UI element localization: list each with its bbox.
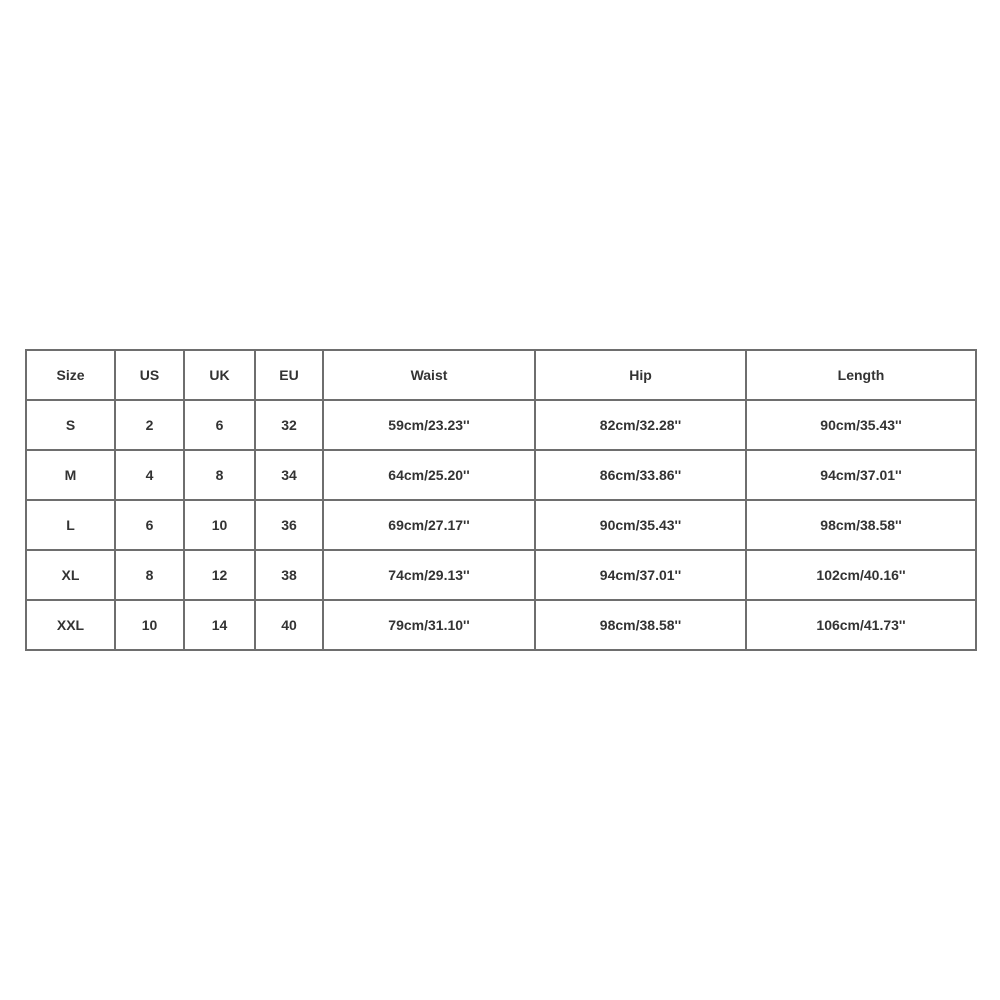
cell-uk: 8: [184, 450, 255, 500]
cell-size: L: [26, 500, 115, 550]
header-hip: Hip: [535, 350, 746, 400]
cell-length: 98cm/38.58'': [746, 500, 976, 550]
cell-hip: 98cm/38.58'': [535, 600, 746, 650]
cell-us: 4: [115, 450, 184, 500]
cell-uk: 6: [184, 400, 255, 450]
cell-waist: 79cm/31.10'': [323, 600, 535, 650]
table-row: [26, 600, 976, 650]
cell-size: XL: [26, 550, 115, 600]
cell-eu: 34: [255, 450, 323, 500]
table-row: [26, 450, 976, 500]
cell-size: S: [26, 400, 115, 450]
cell-waist: 74cm/29.13'': [323, 550, 535, 600]
cell-waist: 69cm/27.17'': [323, 500, 535, 550]
cell-length: 106cm/41.73'': [746, 600, 976, 650]
header-eu: EU: [255, 350, 323, 400]
table-row: [26, 400, 976, 450]
cell-size: M: [26, 450, 115, 500]
header-us: US: [115, 350, 184, 400]
cell-waist: 59cm/23.23'': [323, 400, 535, 450]
table-row: [26, 500, 976, 550]
cell-length: 94cm/37.01'': [746, 450, 976, 500]
cell-hip: 90cm/35.43'': [535, 500, 746, 550]
cell-eu: 38: [255, 550, 323, 600]
header-uk: UK: [184, 350, 255, 400]
cell-waist: 64cm/25.20'': [323, 450, 535, 500]
cell-us: 10: [115, 600, 184, 650]
header-row: [26, 350, 976, 400]
cell-uk: 14: [184, 600, 255, 650]
table-row: [26, 550, 976, 600]
cell-uk: 12: [184, 550, 255, 600]
cell-eu: 40: [255, 600, 323, 650]
cell-uk: 10: [184, 500, 255, 550]
cell-hip: 82cm/32.28'': [535, 400, 746, 450]
cell-eu: 32: [255, 400, 323, 450]
cell-hip: 94cm/37.01'': [535, 550, 746, 600]
header-length: Length: [746, 350, 976, 400]
cell-us: 8: [115, 550, 184, 600]
cell-us: 6: [115, 500, 184, 550]
header-waist: Waist: [323, 350, 535, 400]
cell-length: 90cm/35.43'': [746, 400, 976, 450]
header-size: Size: [26, 350, 115, 400]
cell-hip: 86cm/33.86'': [535, 450, 746, 500]
cell-length: 102cm/40.16'': [746, 550, 976, 600]
cell-us: 2: [115, 400, 184, 450]
cell-size: XXL: [26, 600, 115, 650]
cell-eu: 36: [255, 500, 323, 550]
size-chart-table: [25, 349, 977, 651]
